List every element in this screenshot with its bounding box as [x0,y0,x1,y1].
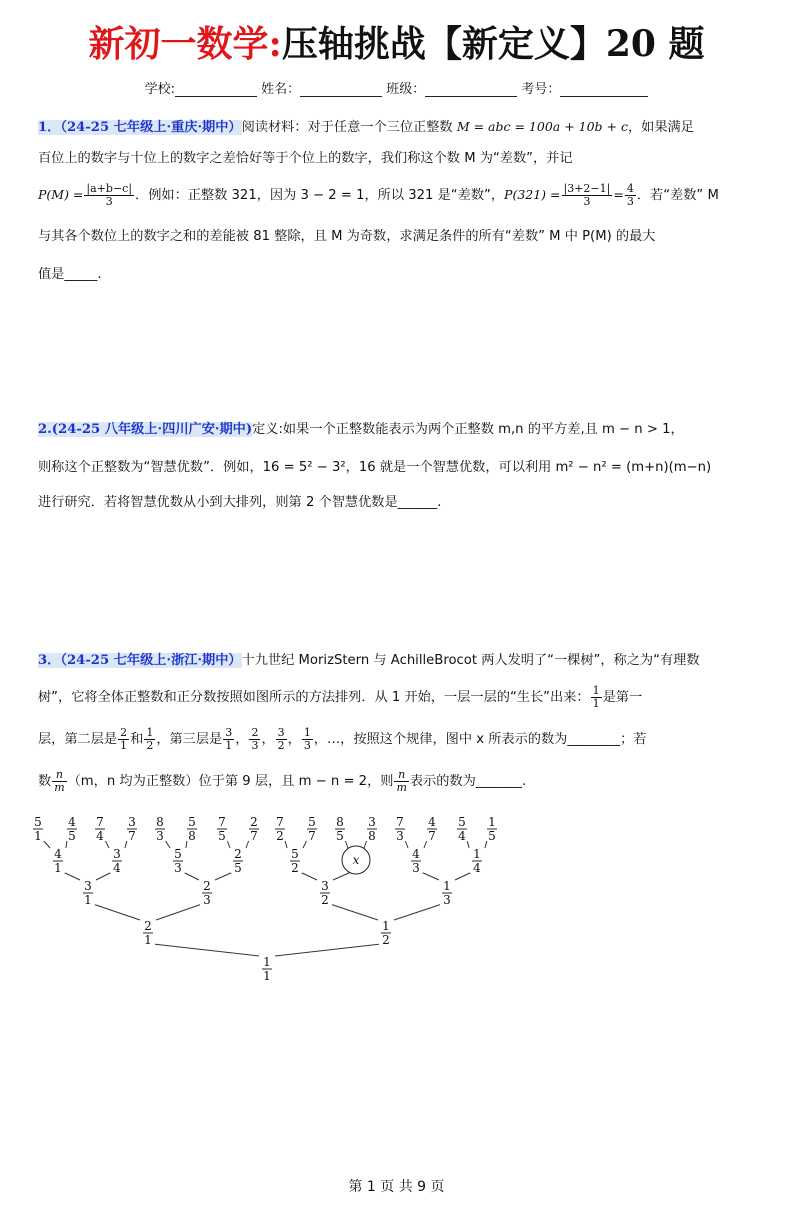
fraction: $\frac{n}{m}$ [396,767,407,794]
tree-edge [183,872,199,880]
tree-node-numerator: 2 [144,919,152,933]
q1-line-1: 1．（24-25 七年级上·重庆·期中）阅读材料：对于任意一个三位正整数 M = abc = 100a + 10b + c，如果满足 [38,119,694,135]
tree-node-numerator: 3 [113,847,121,861]
q3-source: 3．（24-25 七年级上·浙江·期中） [38,653,242,668]
tree-node-denominator: 4 [113,861,121,875]
tree-node-denominator: 3 [443,893,451,907]
q2-line-3: 进行研究．若将智慧优数从小到大排列，则第 2 个智慧优数是______. [38,495,442,510]
fraction: $\frac{1}{1}$ [592,683,600,710]
tree-node-denominator: 1 [34,829,42,843]
page-title: 新初一数学:压轴挑战【新定义】20 题 [88,23,705,65]
tree-edge [125,840,127,848]
school-blank[interactable] [175,83,257,97]
tree-node-numerator: 5 [308,815,316,829]
name-blank[interactable] [300,83,382,97]
student-info-line: 学校: 姓名： 班级： 考号： [0,78,793,97]
tree-edge [186,840,187,848]
tree-node-numerator: 2 [203,879,211,893]
tree-edge [215,872,233,880]
tree-edge [421,872,439,880]
tree-node-numerator: 1 [382,919,390,933]
fraction: $\frac{1}{2}$ [146,725,154,752]
tree-node-x: x [352,853,360,867]
tree-node-numerator: 8 [156,815,164,829]
tree-node-numerator: 3 [128,815,136,829]
tree-node-denominator: 3 [412,861,420,875]
tree-node-denominator: 3 [396,829,404,843]
tree-node-denominator: 1 [54,861,62,875]
tree-node-denominator: 4 [458,829,466,843]
tree-edge [424,840,427,848]
fraction: $\frac{1}{3}$ [303,725,311,752]
tree-edge [364,840,367,848]
tree-node-numerator: 5 [458,815,466,829]
q3-line-3: 层，第二层是 $\frac{2}{1}$ 和 $\frac{1}{2}$ ，第三层是 $\frac{3}{1}$ ， $\frac{2}{3}$ ， $\frac{3}{2}$ ， $\frac{1}{3}$ ，…，按照这个规律，图中 x 所表示的数为________；若 [38,725,647,752]
tree-edge [156,904,202,920]
tree-node-denominator: 5 [336,829,344,843]
tree-edge [227,840,230,848]
tree-node-numerator: 7 [396,815,404,829]
tree-node-numerator: 4 [54,847,62,861]
tree-edge [285,840,287,848]
q1-line-3: P(M) = $\frac{|a+b-c|}{3}$ ．例如：正整数 321，因为 3 − 2 = 1，所以 321 是“差数”，P(321) = $\frac{|3+2-1|}{3}$ = $\frac{4}{3}$ ．若“差数” M [38,181,719,208]
q1-source: 1．（24-25 七年级上·重庆·期中） [38,120,242,135]
tree-node-denominator: 7 [250,829,258,843]
tree-node-denominator: 7 [428,829,436,843]
tree-node-numerator: 7 [276,815,284,829]
tree-node-numerator: 7 [96,815,104,829]
tree-edge [105,840,109,848]
tree-node-denominator: 1 [263,969,271,983]
tree-node-numerator: 3 [84,879,92,893]
tree-node-denominator: 1 [144,933,152,947]
fraction: $\frac{2}{3}$ [251,725,259,752]
tree-edge [43,840,50,848]
tree-edge [330,904,378,920]
tree-edge [455,872,472,880]
q1-line-2: 百位上的数字与十位上的数字之差恰好等于个位上的数字，我们称这个数 M 为“差数”，并记 [38,151,573,166]
tree-node-denominator: 8 [188,829,196,843]
tree-edge [394,904,442,920]
tree-node-numerator: 4 [428,815,436,829]
tree-edge [300,872,317,880]
tree-node-denominator: 3 [203,893,211,907]
page-footer: 第 1 页 共 9 页 [348,1179,445,1195]
q2-line-2: 则称这个正整数为“智慧优数”．例如，16 = 5² − 3²，16 就是一个智慧优数，可以利用 m² − n² = (m+n)(m−n) [38,460,712,475]
tree-node-numerator: 5 [188,815,196,829]
tree-node-numerator: 1 [263,955,271,969]
fraction: $\frac{2}{1}$ [120,725,128,752]
tree-node-numerator: 1 [473,847,481,861]
tree-node-denominator: 5 [68,829,76,843]
q3-line-2: 树”，它将全体正整数和正分数按照如图所示的方法排列．从 1 开始，一层一层的“生长”出来： $\frac{1}{1}$ 是第一 [38,683,643,710]
tree-node-denominator: 4 [96,829,104,843]
q3-line-4: 数 $\frac{n}{m}$ （m，n 均为正整数）位于第 9 层，且 m − n = 2，则 $\frac{n}{m}$ 表示的数为_______. [38,767,527,794]
exam-no-blank[interactable] [560,83,648,97]
rational-tree-diagram [30,808,510,988]
tree-edge [96,872,112,880]
tree-node-numerator: 3 [368,815,376,829]
tree-node-denominator: 1 [84,893,92,907]
tree-node-numerator: 1 [443,879,451,893]
fraction: $\frac{n}{m}$ [54,767,65,794]
class-blank[interactable] [425,83,517,97]
tree-node-denominator: 4 [473,861,481,875]
tree-node-numerator: 4 [68,815,76,829]
tree-node-numerator: 7 [218,815,226,829]
tree-node-numerator: 2 [234,847,242,861]
tree-edge [153,944,259,956]
tree-node-numerator: 5 [174,847,182,861]
tree-edge [66,840,67,848]
tree-node-denominator: 8 [368,829,376,843]
tree-edge [485,840,487,848]
tree-node-denominator: 3 [174,861,182,875]
tree-edge [275,944,381,956]
tree-node-numerator: 8 [336,815,344,829]
tree-edge [63,872,80,880]
tree-edge [165,840,170,848]
tree-node-denominator: 5 [234,861,242,875]
tree-node-denominator: 5 [488,829,496,843]
tree-edge [303,840,307,848]
fraction: $\frac{3}{2}$ [277,725,285,752]
q3-line-1: 3．（24-25 七年级上·浙江·期中）十九世纪 MorizStern 与 AchilleBrocot 两人发明了“一棵树”，称之为“有理数 [38,653,700,668]
tree-edge [345,840,348,848]
tree-node-denominator: 7 [128,829,136,843]
fraction: $\frac{3}{1}$ [225,725,233,752]
fraction: $\frac{|a+b-c|}{3}$ [86,181,133,208]
tree-node-denominator: 3 [156,829,164,843]
tree-edge [246,840,249,848]
tree-edge [467,840,469,848]
tree-node-denominator: 2 [382,933,390,947]
tree-node-denominator: 2 [291,861,299,875]
fraction: $\frac{|3+2-1|}{3}$ [563,181,611,208]
tree-node-numerator: 5 [291,847,299,861]
tree-node-denominator: 7 [308,829,316,843]
tree-node-numerator: 2 [250,815,258,829]
tree-node-denominator: 2 [276,829,284,843]
tree-edge [405,840,408,848]
tree-node-numerator: 3 [321,879,329,893]
tree-node-numerator: 4 [412,847,420,861]
tree-node-denominator: 2 [321,893,329,907]
fraction: $\frac{4}{3}$ [626,181,634,208]
tree-edge [93,904,140,920]
q1-line-4: 与其各个数位上的数字之和的差能被 81 整除，且 M 为奇数，求满足条件的所有“差数” M 中 P(M) 的最大 [38,229,656,244]
q1-line-5: 值是_____. [38,267,102,282]
q2-source: 2.(24-25 八年级上·四川广安·期中) [38,422,253,437]
q2-line-1: 2.(24-25 八年级上·四川广安·期中)定义:如果一个正整数能表示为两个正整数 m,n 的平方差,且 m − n > 1， [38,422,684,437]
tree-edge [333,872,351,880]
tree-node-numerator: 1 [488,815,496,829]
tree-node-numerator: 5 [34,815,42,829]
tree-node-denominator: 5 [218,829,226,843]
